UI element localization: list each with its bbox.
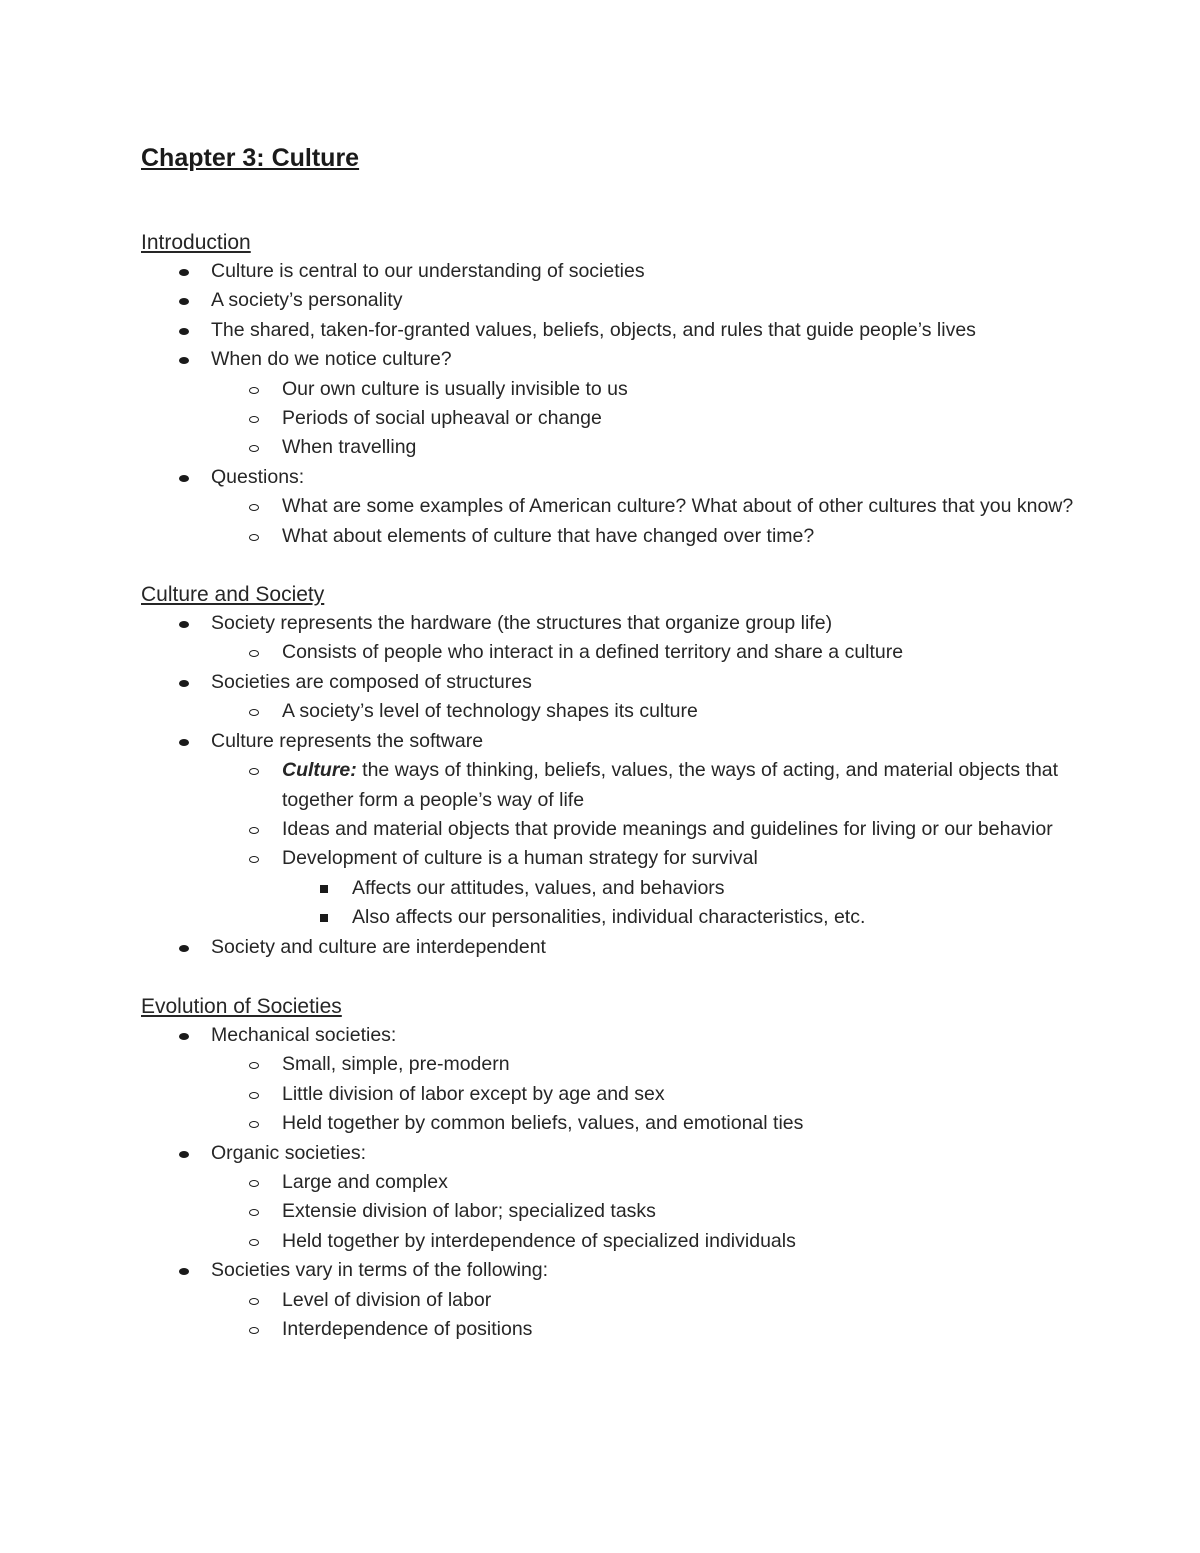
- list-item: Organic societies:: [141, 1139, 1081, 1168]
- list-item: Held together by interdependence of specialized individuals: [141, 1227, 1081, 1256]
- list-item: Large and complex: [141, 1168, 1081, 1197]
- bullet-circle-icon: [248, 697, 260, 726]
- list-item: Affects our attitudes, values, and behaviors: [141, 874, 1081, 903]
- list-item: Culture represents the software: [141, 727, 1081, 756]
- list-item: Mechanical societies:: [141, 1021, 1081, 1050]
- section-heading-introduction: Introduction: [141, 231, 251, 254]
- bullet-circle-icon: [248, 1197, 260, 1226]
- section-heading-culture-and-society: Culture and Society: [141, 583, 325, 607]
- list-item-definition: [141, 756, 1081, 815]
- bullet-disc-icon: [178, 286, 190, 315]
- bullet-circle-icon: [248, 433, 260, 462]
- bullet-disc-icon: [178, 933, 190, 962]
- list-item: The shared, taken-for-granted values, beliefs, objects, and rules that guide people’s lives: [141, 316, 1081, 345]
- page-title: Chapter 3: Culture: [141, 144, 360, 172]
- list-item: Our own culture is usually invisible to us: [141, 375, 1081, 404]
- list-item: A society’s level of technology shapes its culture: [141, 697, 1081, 726]
- list-item: Culture is central to our understanding of societies: [141, 257, 1081, 286]
- bullet-circle-icon: [248, 404, 260, 433]
- list-item: Interdependence of positions: [141, 1315, 1081, 1344]
- bullet-circle-icon: [248, 1286, 260, 1315]
- bullet-square-icon: [318, 903, 330, 932]
- bullet-circle-icon: [248, 492, 260, 521]
- introduction-list: [141, 257, 1081, 551]
- bullet-circle-icon: [248, 815, 260, 844]
- list-item: Periods of social upheaval or change: [141, 404, 1081, 433]
- list-item: Also affects our personalities, individual characteristics, etc.: [141, 903, 1081, 932]
- list-item: Little division of labor except by age and sex: [141, 1080, 1081, 1109]
- definition-text: the ways of thinking, beliefs, values, the ways of acting, and material objects that together form a people’s way of life: [282, 759, 1059, 811]
- document-page: [141, 138, 1081, 1344]
- bullet-circle-icon: [248, 1168, 260, 1197]
- bullet-disc-icon: [178, 345, 190, 374]
- list-item: What are some examples of American culture? What about of other cultures that you know?: [141, 492, 1081, 521]
- bullet-circle-icon: [248, 1050, 260, 1079]
- bullet-circle-icon: [248, 1315, 260, 1344]
- list-item: A society’s personality: [141, 286, 1081, 315]
- list-item: Development of culture is a human strategy for survival: [141, 844, 1081, 873]
- bullet-disc-icon: [178, 1021, 190, 1050]
- bullet-disc-icon: [178, 727, 190, 756]
- bullet-disc-icon: [178, 609, 190, 638]
- list-item: When travelling: [141, 433, 1081, 462]
- bullet-square-icon: [318, 874, 330, 903]
- bullet-circle-icon: [248, 1109, 260, 1138]
- list-item: Society and culture are interdependent: [141, 933, 1081, 962]
- bullet-disc-icon: [178, 316, 190, 345]
- list-item: Consists of people who interact in a defined territory and share a culture: [141, 638, 1081, 667]
- bullet-disc-icon: [178, 257, 190, 286]
- bullet-disc-icon: [178, 463, 190, 492]
- list-item: Level of division of labor: [141, 1286, 1081, 1315]
- evolution-of-societies-list: [141, 1021, 1081, 1344]
- bullet-disc-icon: [178, 1256, 190, 1285]
- list-item: Society represents the hardware (the structures that organize group life): [141, 609, 1081, 638]
- bullet-disc-icon: [178, 1139, 190, 1168]
- list-item: Societies vary in terms of the following:: [141, 1256, 1081, 1285]
- defined-term: Culture:: [282, 759, 357, 782]
- bullet-circle-icon: [248, 638, 260, 667]
- bullet-circle-icon: [248, 375, 260, 404]
- culture-and-society-list: [141, 609, 1081, 962]
- bullet-circle-icon: [248, 522, 260, 551]
- list-item: When do we notice culture?: [141, 345, 1081, 374]
- list-item: Held together by common beliefs, values, and emotional ties: [141, 1109, 1081, 1138]
- bullet-circle-icon: [248, 1080, 260, 1109]
- bullet-disc-icon: [178, 668, 190, 697]
- section-heading-evolution-of-societies: Evolution of Societies: [141, 994, 342, 1018]
- list-item: Societies are composed of structures: [141, 668, 1081, 697]
- list-item: Ideas and material objects that provide meanings and guidelines for living or our behavior: [141, 815, 1081, 844]
- list-item: What about elements of culture that have changed over time?: [141, 522, 1081, 551]
- list-item: Questions:: [141, 463, 1081, 492]
- bullet-circle-icon: [248, 756, 260, 785]
- bullet-circle-icon: [248, 1227, 260, 1256]
- bullet-circle-icon: [248, 844, 260, 873]
- list-item: Small, simple, pre-modern: [141, 1050, 1081, 1079]
- list-item: Extensie division of labor; specialized tasks: [141, 1197, 1081, 1226]
